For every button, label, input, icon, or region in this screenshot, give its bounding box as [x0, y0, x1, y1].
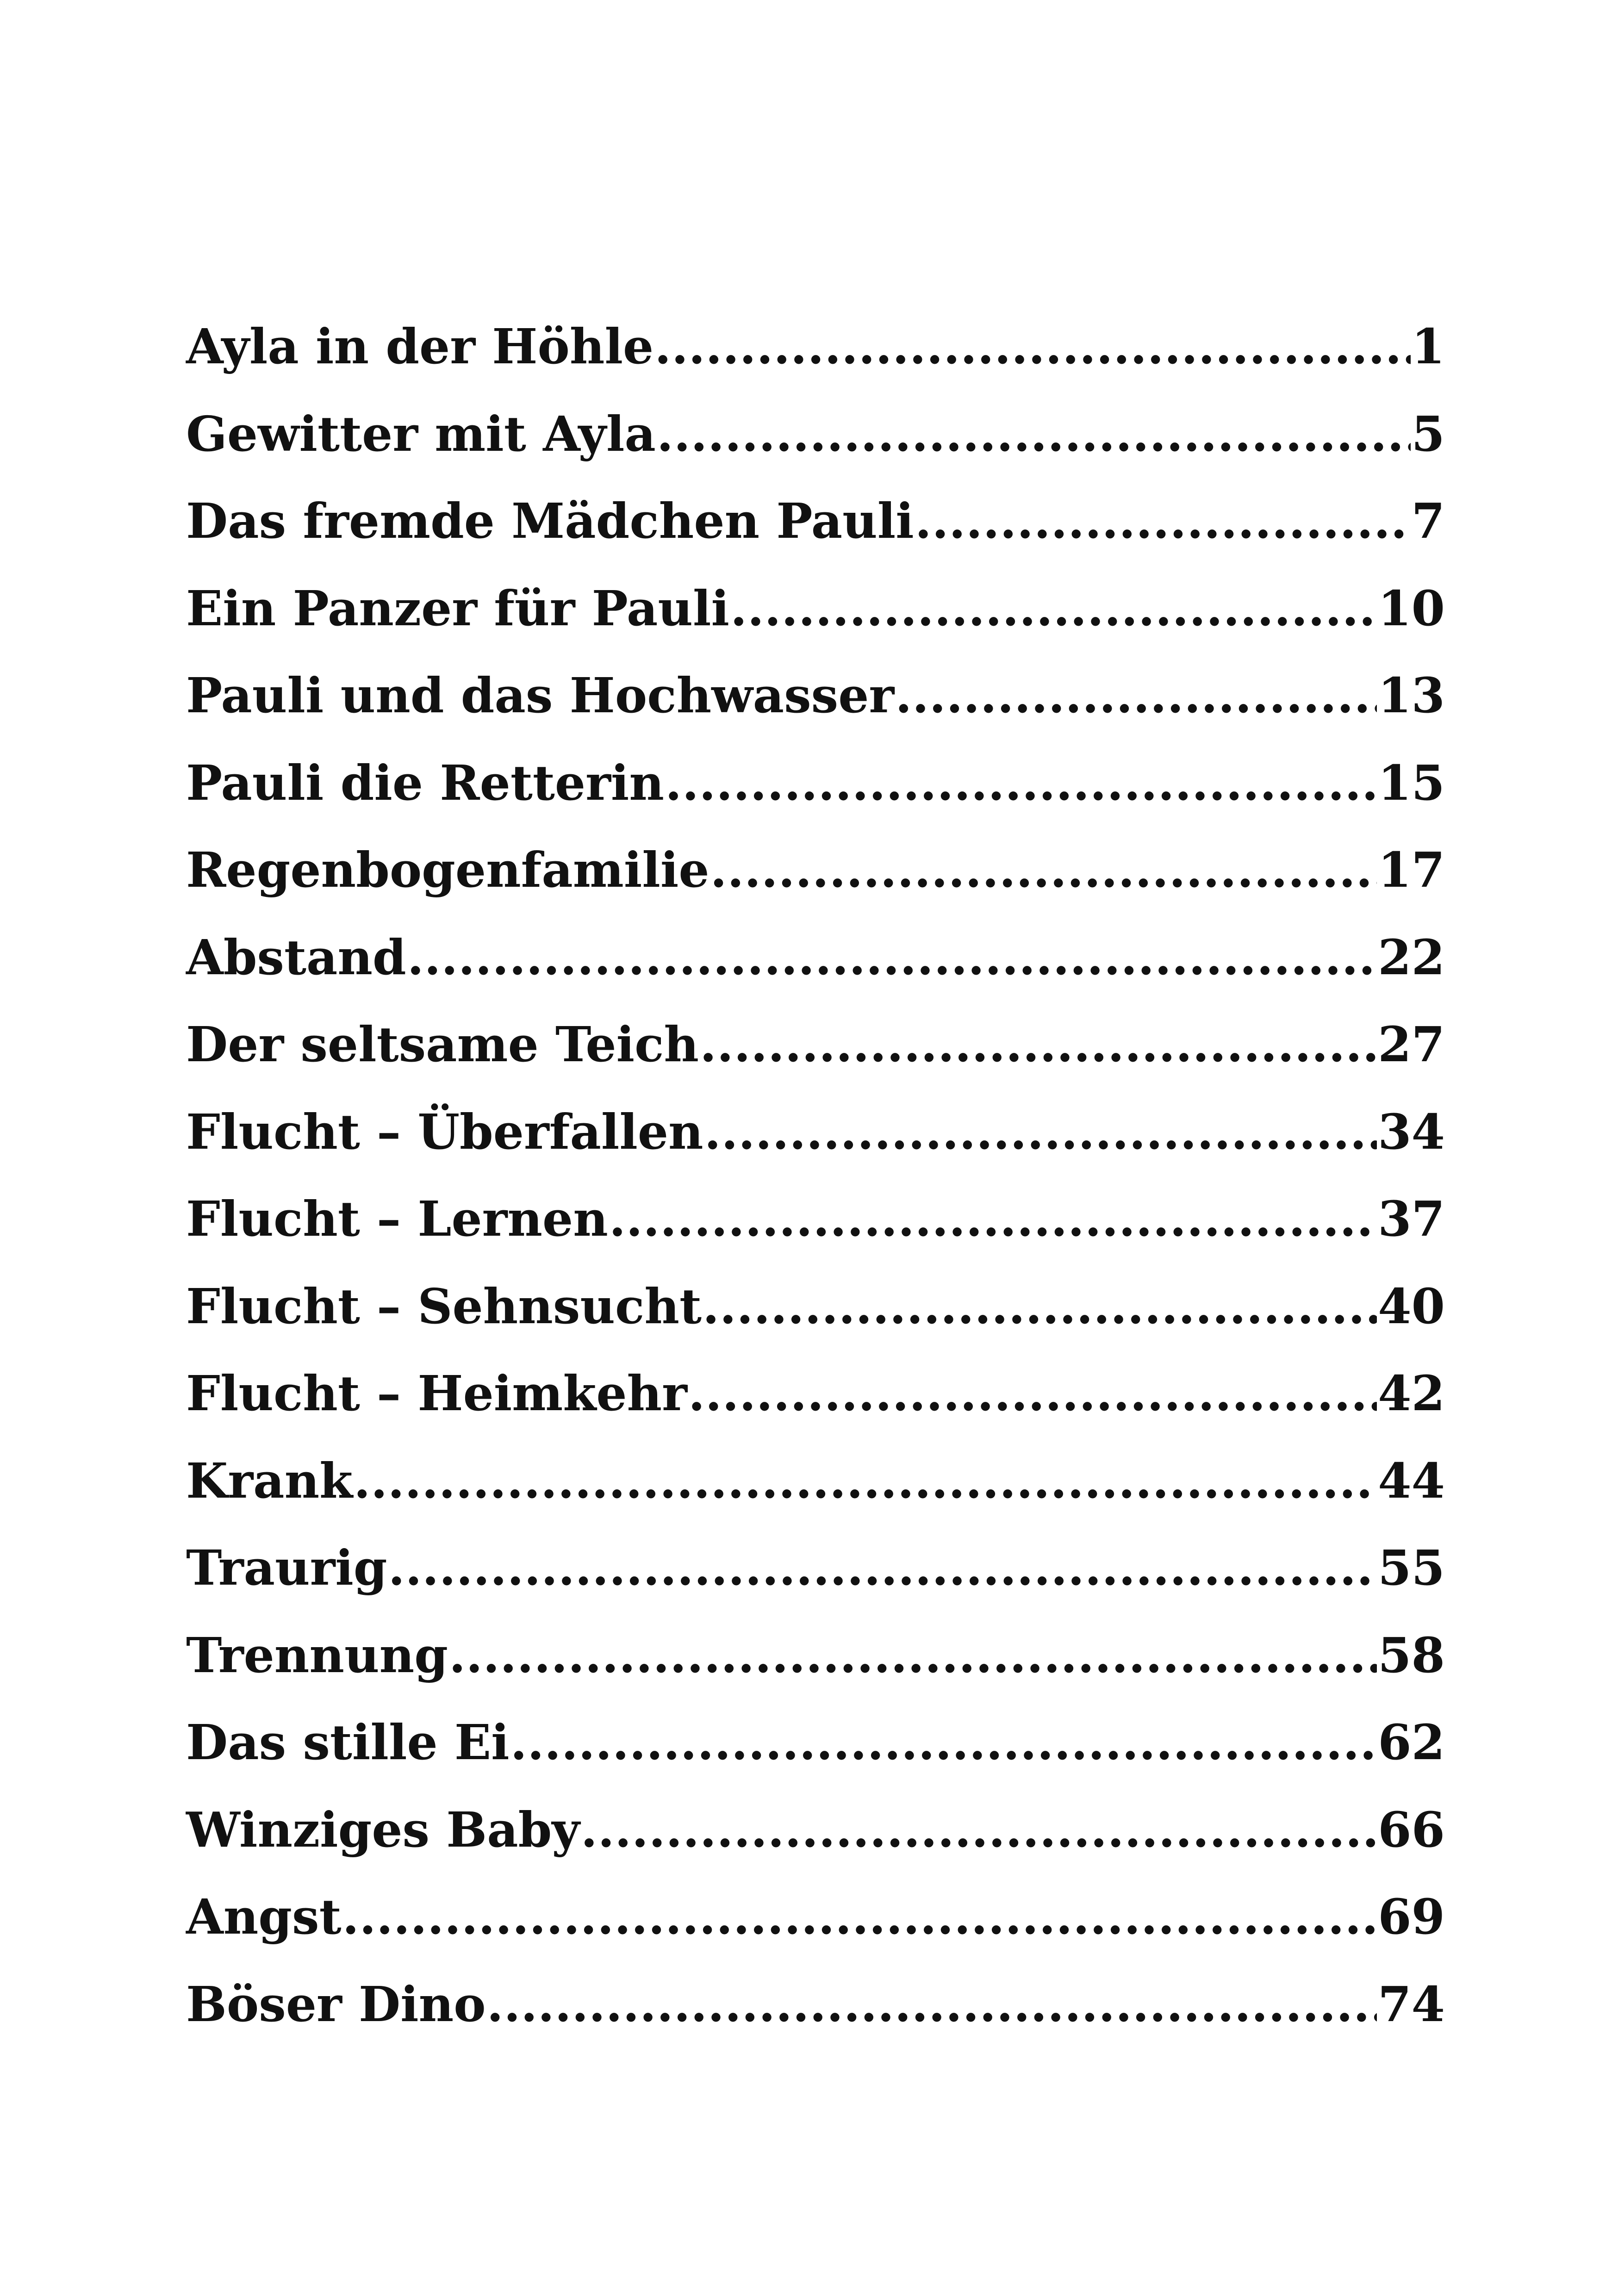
toc-entry[interactable]: [186, 391, 1445, 478]
toc-entry-title: Flucht – Überfallen: [186, 1103, 703, 1160]
toc-dot-leader: [487, 1961, 1377, 2048]
toc-dot-leader: [665, 740, 1377, 827]
toc-entry-title: Winziges Baby: [186, 1801, 580, 1858]
toc-dot-leader: [700, 1001, 1377, 1089]
toc-entry-title: Flucht – Lernen: [186, 1190, 608, 1247]
toc-entry-page-number: 69: [1378, 1888, 1445, 1945]
toc-dot-leader: [730, 565, 1377, 653]
toc-entry-title: Der seltsame Teich: [186, 1016, 699, 1073]
table-of-contents: [186, 303, 1445, 2048]
toc-entry-page-number: 17: [1378, 841, 1445, 898]
toc-entry-page-number: 62: [1378, 1714, 1445, 1771]
toc-entry[interactable]: [186, 827, 1445, 914]
toc-entry-page-number: 74: [1378, 1975, 1445, 2033]
toc-entry[interactable]: [186, 1961, 1445, 2048]
toc-entry-title: Böser Dino: [186, 1975, 486, 2033]
toc-dot-leader: [388, 1524, 1377, 1612]
toc-entry-title: Regenbogenfamilie: [186, 841, 709, 898]
toc-entry[interactable]: [186, 1524, 1445, 1612]
toc-entry[interactable]: [186, 1176, 1445, 1263]
toc-entry[interactable]: [186, 1350, 1445, 1437]
toc-entry[interactable]: [186, 1699, 1445, 1786]
toc-entry-title: Ayla in der Höhle: [186, 318, 654, 375]
toc-entry[interactable]: [186, 1612, 1445, 1699]
toc-entry[interactable]: [186, 1089, 1445, 1176]
toc-dot-leader: [609, 1176, 1377, 1263]
toc-entry[interactable]: [186, 652, 1445, 740]
toc-entry-title: Pauli und das Hochwasser: [186, 667, 895, 724]
toc-entry[interactable]: [186, 565, 1445, 653]
toc-entry-page-number: 58: [1378, 1626, 1445, 1684]
toc-entry[interactable]: [186, 740, 1445, 827]
toc-entry[interactable]: [186, 1873, 1445, 1961]
toc-entry-title: Trennung: [186, 1626, 448, 1684]
toc-dot-leader: [354, 1437, 1377, 1525]
toc-entry-page-number: 5: [1411, 405, 1445, 462]
toc-entry-page-number: 66: [1378, 1801, 1445, 1858]
toc-dot-leader: [703, 1263, 1377, 1350]
toc-dot-leader: [704, 1089, 1377, 1176]
toc-entry-page-number: 42: [1378, 1365, 1445, 1422]
toc-dot-leader: [407, 914, 1377, 1002]
toc-entry-title: Abstand: [186, 928, 406, 986]
toc-dot-leader: [654, 303, 1410, 391]
toc-entry-title: Angst: [186, 1888, 342, 1945]
toc-entry-page-number: 44: [1378, 1452, 1445, 1509]
toc-entry-page-number: 10: [1378, 579, 1445, 637]
toc-entry-title: Das stille Ei: [186, 1714, 510, 1771]
toc-entry-title: Gewitter mit Ayla: [186, 405, 656, 462]
toc-entry-title: Flucht – Sehnsucht: [186, 1277, 702, 1335]
toc-entry-page-number: 22: [1378, 928, 1445, 986]
toc-entry-page-number: 7: [1411, 492, 1445, 549]
toc-entry-title: Das fremde Mädchen Pauli: [186, 492, 914, 549]
toc-dot-leader: [915, 478, 1411, 565]
toc-entry[interactable]: [186, 914, 1445, 1002]
toc-entry-page-number: 1: [1411, 318, 1445, 375]
toc-entry[interactable]: [186, 303, 1445, 391]
toc-entry[interactable]: [186, 1001, 1445, 1089]
toc-dot-leader: [688, 1350, 1377, 1437]
toc-dot-leader: [710, 827, 1377, 914]
toc-dot-leader: [581, 1786, 1377, 1874]
toc-entry-page-number: 55: [1378, 1539, 1445, 1596]
toc-entry-title: Ein Panzer für Pauli: [186, 579, 730, 637]
toc-entry-page-number: 34: [1378, 1103, 1445, 1160]
toc-entry[interactable]: [186, 1263, 1445, 1350]
toc-dot-leader: [657, 391, 1411, 478]
toc-entry-title: Flucht – Heimkehr: [186, 1365, 687, 1422]
toc-entry-page-number: 13: [1378, 667, 1445, 724]
toc-entry-title: Pauli die Retterin: [186, 754, 664, 811]
toc-entry-page-number: 15: [1378, 754, 1445, 811]
toc-entry-title: Traurig: [186, 1539, 387, 1596]
toc-dot-leader: [449, 1612, 1377, 1699]
toc-entry-page-number: 27: [1378, 1016, 1445, 1073]
toc-dot-leader: [895, 652, 1377, 740]
toc-entry-title: Krank: [186, 1452, 353, 1509]
toc-entry-page-number: 37: [1378, 1190, 1445, 1247]
toc-entry[interactable]: [186, 1437, 1445, 1525]
toc-entry-page-number: 40: [1378, 1277, 1445, 1335]
toc-entry[interactable]: [186, 478, 1445, 565]
toc-dot-leader: [510, 1699, 1377, 1786]
toc-entry[interactable]: [186, 1786, 1445, 1874]
toc-dot-leader: [342, 1873, 1377, 1961]
